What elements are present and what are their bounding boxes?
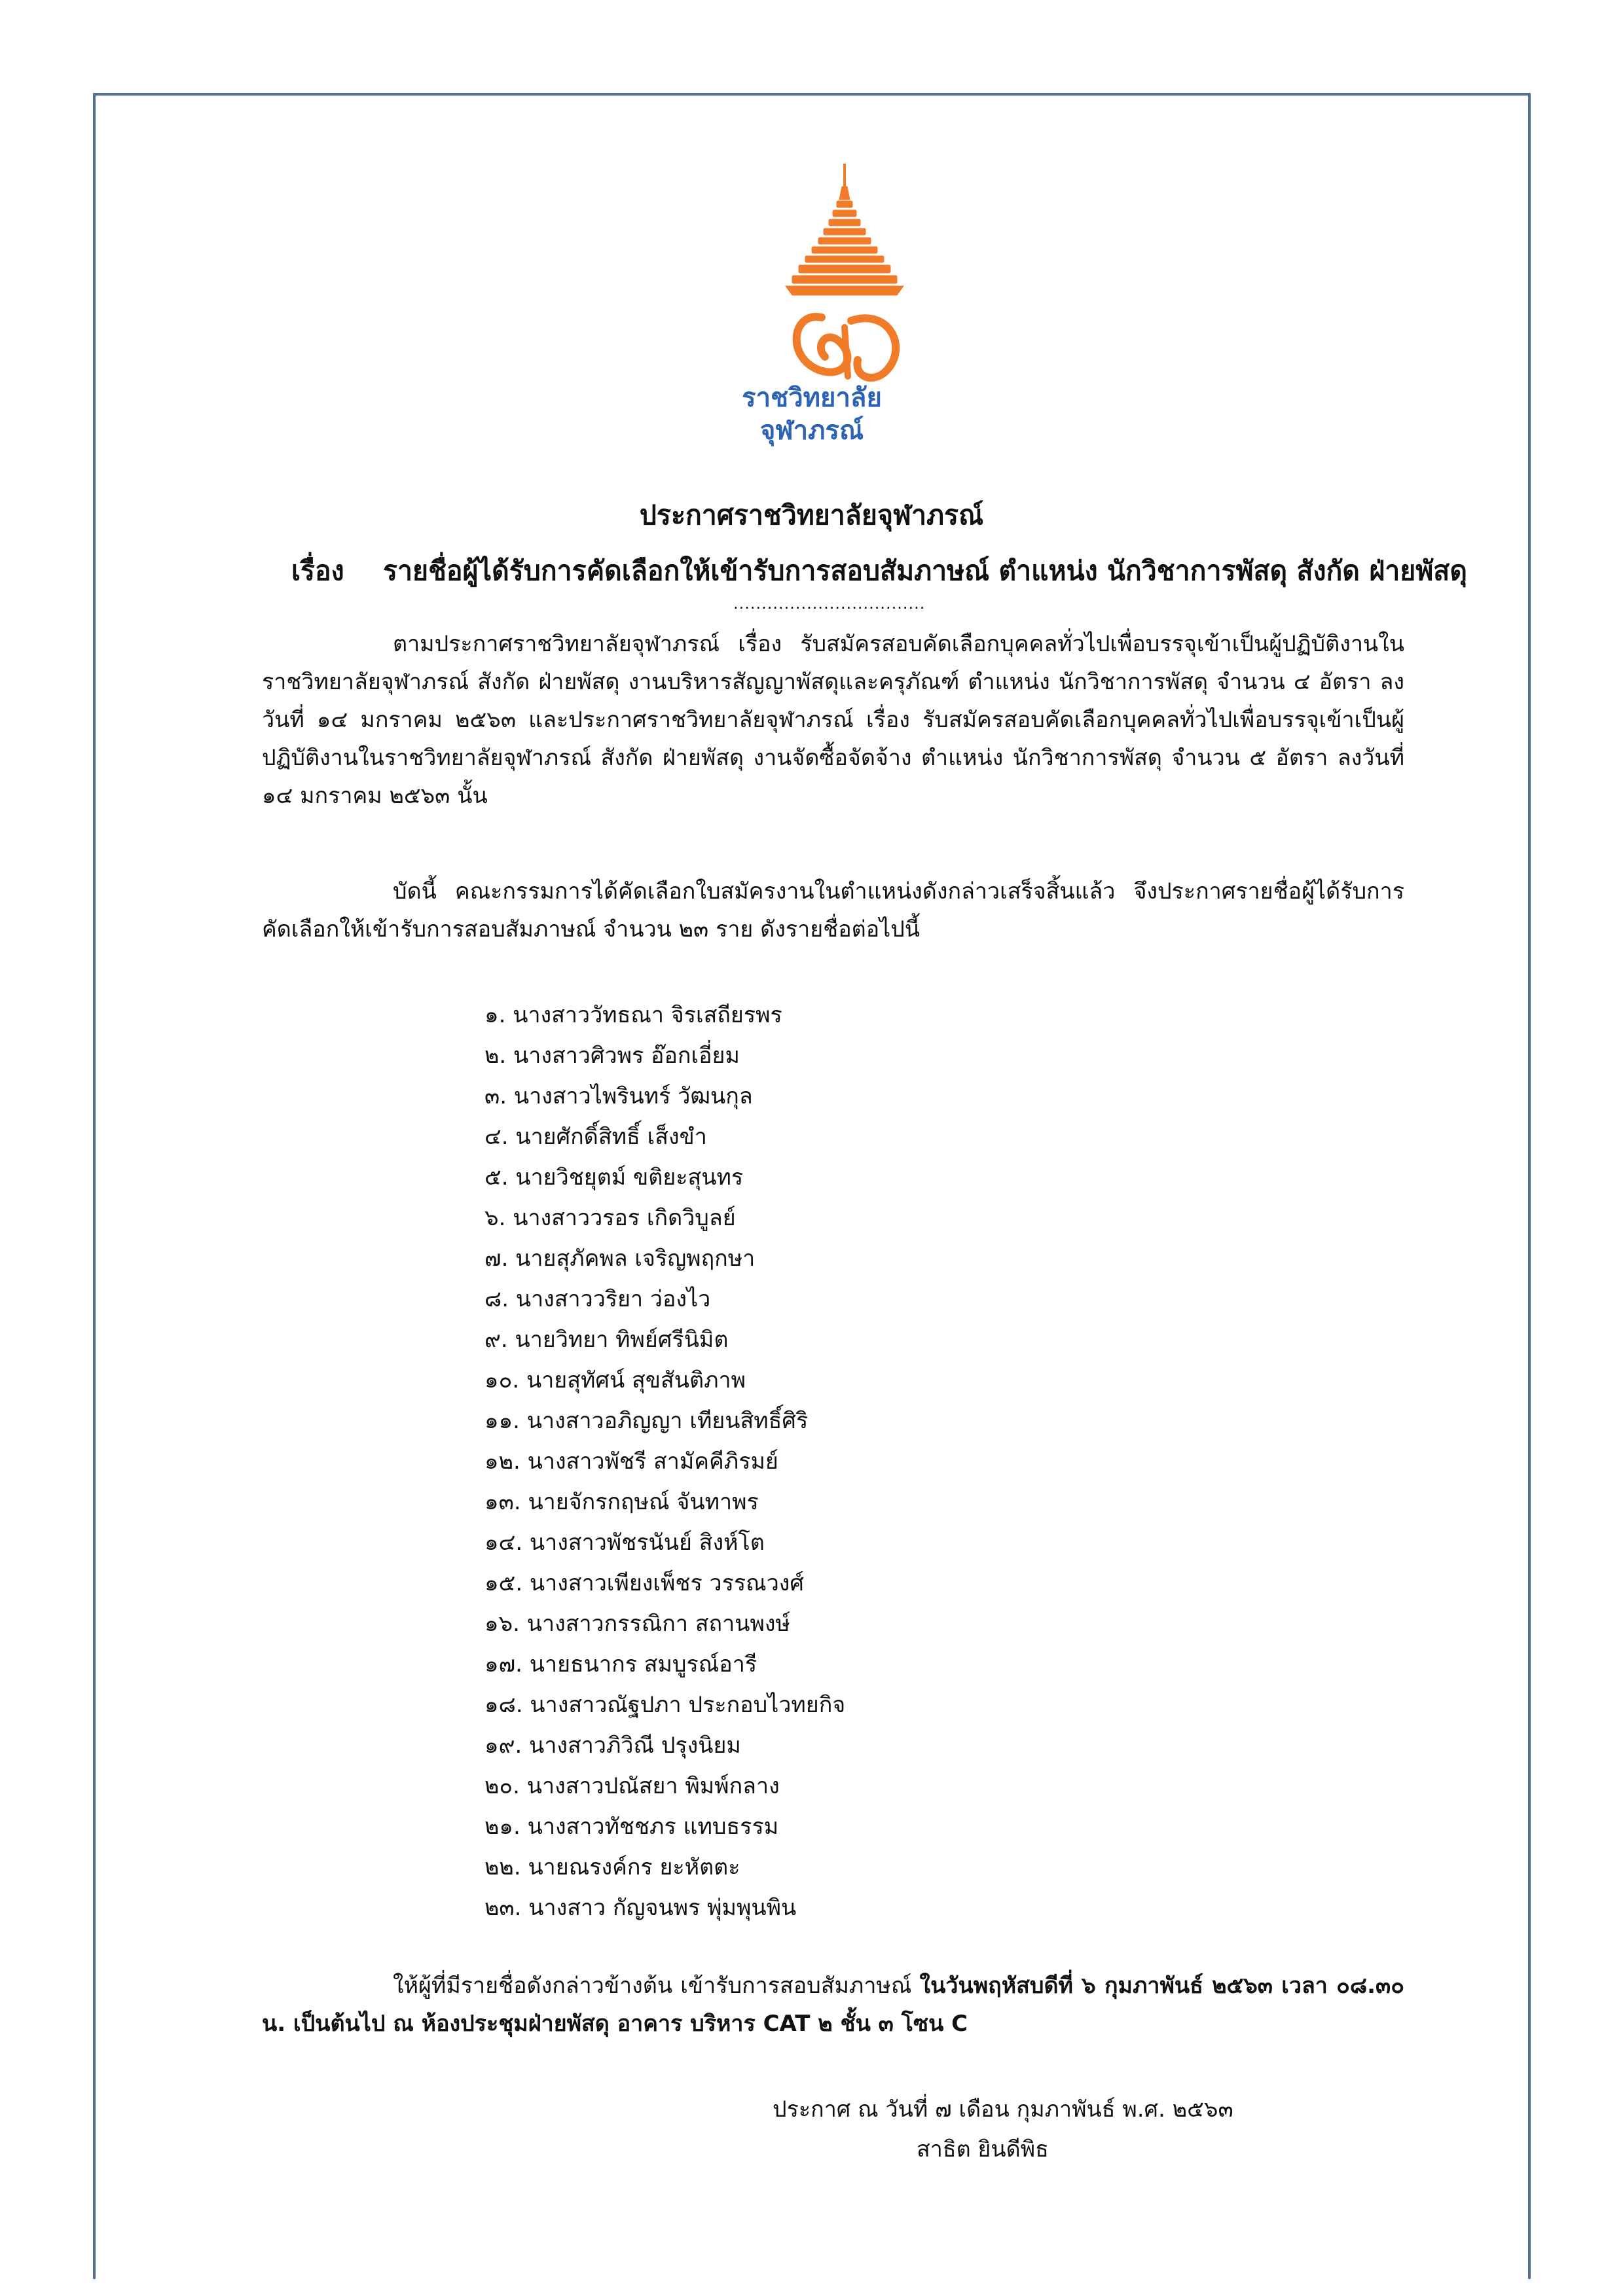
list-item: ๗. นายสุภัคพล เจริญพฤกษา: [484, 1246, 756, 1272]
list-item: ๑๐. นายสุทัศน์ สุขสันติภาพ: [484, 1367, 746, 1393]
logo-text-line2: จุฬาภรณ์: [759, 416, 864, 446]
list-item: ๑๗. นายธนากร สมบูรณ์อารี: [484, 1651, 757, 1677]
logo-text-line1: ราชวิทยาลัย: [742, 383, 882, 413]
list-item: ๓. นางสาวไพรินทร์ วัฒนกุล: [484, 1083, 753, 1109]
list-item: ๒๐. นางสาวปณัสยา พิมพ์กลาง: [484, 1773, 780, 1799]
announce-date: ประกาศ ณ วันที่ ๗ เดือน กุมภาพันธ์ พ.ศ. ๒๕๖๓: [773, 2096, 1233, 2123]
list-item: ๑๕. นางสาวเพียงเพ็ชร วรรณวงศ์: [484, 1570, 804, 1596]
list-item: ๑๙. นางสาวภิวิณี ปรุงนิยม: [484, 1732, 741, 1759]
candidate-list: [484, 995, 845, 1928]
list-item: ๔. นายศักดิ์สิทธิ์ เส็งขำ: [484, 1124, 707, 1150]
list-item: ๒๓. นางสาว กัญจนพร พุ่มพุนพิน: [484, 1895, 797, 1921]
list-item: ๒๒. นายณรงค์กร ยะหัตตะ: [484, 1854, 740, 1880]
list-item: ๑. นางสาววัทธณา จิรเสถียรพร: [484, 1002, 782, 1028]
interview-schedule-text: ในวันพฤหัสบดีที่ ๖ กุมภาพันธ์ ๒๕๖๓ เวลา ๐๘.๓๐ น. เป็นต้นไป ณ ห้องประชุมฝ่ายพัสดุ อาคาร บริหาร CAT ๒ ชั้น ๓ โซน C: [262, 1973, 1404, 2037]
list-item: ๑๓. นายจักรกฤษณ์ จันทาพร: [484, 1489, 759, 1515]
signer-name: สาธิต ยินดีพิธ: [917, 2136, 1049, 2162]
paragraph-result: บัดนี้ คณะกรรมการได้คัดเลือกใบสมัครงานในตำแหน่งดังกล่าวเสร็จสิ้นแล้ว จึงประกาศรายชื่อผู้ได้รับการคัดเลือกให้เข้ารับการสอบสัมภาษณ์ จำนวน ๒๓ ราย ดังรายชื่อต่อไปนี้: [262, 878, 1404, 942]
list-item: ๘. นางสาววริยา ว่องไว: [484, 1286, 711, 1312]
list-item: ๒. นางสาวศิวพร อ๊อกเอี่ยม: [484, 1043, 740, 1069]
interview-lead-text: ให้ผู้ที่มีรายชื่อดังกล่าวข้างต้น เข้ารับการสอบสัมภาษณ์: [393, 1973, 920, 1999]
list-item: ๒๑. นางสาวทัชชภร แทบธรรม: [484, 1814, 779, 1840]
paragraph-interview: [262, 1967, 1404, 2043]
list-item: ๑๘. นางสาวณัฐปภา ประกอบไวทยกิจ: [484, 1692, 846, 1718]
list-item: ๑๔. นางสาวพัชรนันย์ สิงห์โต: [484, 1530, 765, 1556]
list-item: ๑๖. นางสาวกรรณิกา สถานพงษ์: [484, 1611, 790, 1637]
list-item: ๕. นายวิชยุตม์ ขติยะสุนทร: [484, 1164, 744, 1191]
separator-dots: ..................................: [733, 594, 926, 613]
paragraph-reference: ตามประกาศราชวิทยาลัยจุฬาภรณ์ เรื่อง รับสมัครสอบคัดเลือกบุคคลทั่วไปเพื่อบรรจุเข้าเป็นผู้ปฏิบัติงานในราชวิทยาลัยจุฬาภรณ์ สังกัด ฝ่ายพัสดุ งานบริหารสัญญาพัสดุและครุภัณฑ์ ตำแหน่ง นักวิชาการพัสดุ จำนวน ๔ อัตรา ลงวันที่ ๑๔ มกราคม ๒๕๖๓ และประกาศราชวิทยาลัยจุฬาภรณ์ เรื่อง รับสมัครสอบคัดเลือกบุคคลทั่วไปเพื่อบรรจุเข้าเป็นผู้ปฏิบัติงานในราชวิทยาลัยจุฬาภรณ์ สังกัด ฝ่ายพัสดุ งานจัดซื้อจัดจ้าง ตำแหน่ง นักวิชาการพัสดุ จำนวน ๕ อัตรา ลงวันที่ ๑๔ มกราคม ๒๕๖๓ นั้น: [262, 631, 1404, 809]
subject-label: เรื่อง: [291, 555, 344, 586]
announcement-title: ประกาศราชวิทยาลัยจุฬาภรณ์: [639, 499, 984, 531]
list-item: ๑๑. นางสาวอภิญญา เทียนสิทธิ์ศิริ: [484, 1408, 809, 1434]
list-item: ๑๒. นางสาวพัชรี สามัคคีภิรมย์: [484, 1448, 778, 1475]
list-item: ๖. นางสาววรอร เกิดวิบูลย์: [484, 1205, 736, 1231]
list-item: ๙. นายวิทยา ทิพย์ศรีนิมิต: [484, 1327, 729, 1353]
subject-text: รายชื่อผู้ได้รับการคัดเลือกให้เข้ารับการสอบสัมภาษณ์ ตำแหน่ง นักวิชาการพัสดุ สังกัด ฝ่ายพัสดุ: [383, 555, 1467, 586]
